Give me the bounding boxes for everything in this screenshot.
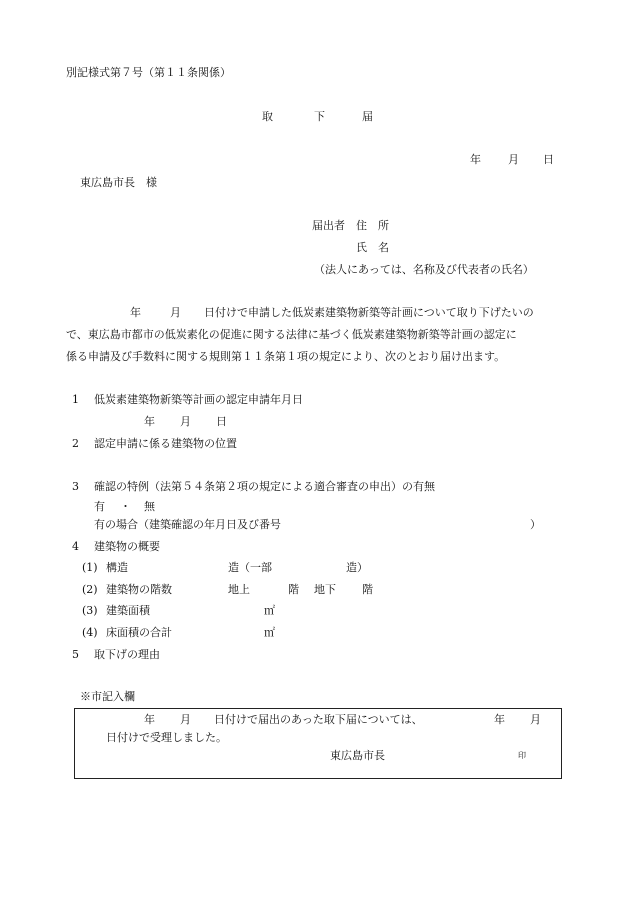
sub-3-unit: ㎡ [264,604,275,617]
item-3-label: 確認の特例（法第５４条第２項の規定による適合審査の申出）の有無 [94,480,435,493]
office-line-2: 日付けで受理しました。 [106,731,227,744]
item-1-number: 1 [72,393,79,406]
title-char-3: 届 [362,110,373,123]
sub-2-below: 地下 [314,583,336,596]
sub-3-number: (3) [82,604,98,617]
item-3-no: 無 [144,500,155,513]
address-label: 住 所 [356,219,389,232]
item-1-label: 低炭素建築物新築等計画の認定申請年月日 [94,393,303,406]
office-year-2: 年 [494,713,505,726]
seal-icon: 印 [518,751,526,760]
sub-1-structure: 造（一部 [228,561,272,574]
item-1-year: 年 [144,415,155,428]
item-5-number: 5 [72,648,79,661]
sub-2-floor: 階 [288,583,299,596]
office-mayor: 東広島市長 [330,749,385,762]
sub-4-number: (4) [82,626,98,639]
item-3-close: ） [530,518,541,531]
item-3-case: 有の場合（建築確認の年月日及び番号 [94,518,281,531]
item-3-number: 3 [72,480,79,493]
office-text: 日付けで届出のあった取下届については、 [214,713,423,726]
addressee: 東広島市長 様 [80,176,157,189]
sub-3-label: 建築面積 [106,604,150,617]
sub-1-label: 構造 [106,561,128,574]
date-year: 年 [470,153,481,166]
body-year: 年 [130,306,141,319]
date-month: 月 [508,153,519,166]
item-4-number: 4 [72,540,79,553]
sub-2-above: 地上 [228,583,250,596]
body-line-3: 係る申請及び手数料に関する規則第１１条第１項の規定により、次のとおり届け出ます。 [66,350,506,363]
sub-1-number: (1) [82,561,98,574]
item-3-yes: 有 [94,500,105,513]
title-char-2: 下 [314,110,325,123]
item-2-number: 2 [72,437,79,450]
item-1-month: 月 [180,415,191,428]
sub-1-structure-end: 造） [346,561,368,574]
office-month: 月 [180,713,191,726]
form-number: 別記様式第７号（第１１条関係） [66,66,231,79]
name-label: 氏 名 [356,241,389,254]
title-char-1: 取 [262,110,273,123]
item-1-day: 日 [216,415,227,428]
body-line-2: で、東広島市都市の低炭素化の促進に関する法律に基づく低炭素建築物新築等計画の認定に [66,328,517,341]
sub-4-unit: ㎡ [264,626,275,639]
office-year: 年 [144,713,155,726]
item-3-separator: ・ [120,500,131,513]
item-2-label: 認定申請に係る建築物の位置 [94,437,237,450]
sub-2-number: (2) [82,583,98,596]
sub-2-label: 建築物の階数 [106,583,172,596]
item-4-label: 建築物の概要 [94,540,160,553]
item-5-label: 取下げの理由 [94,648,160,661]
body-line-1: 日付けで申請した低炭素建築物新築等計画について取り下げたいの [204,306,534,319]
sub-4-label: 床面積の合計 [106,626,172,639]
office-month-2: 月 [530,713,541,726]
office-heading: ※市記入欄 [80,690,135,703]
applicant-note: （法人にあっては、名称及び代表者の氏名） [314,263,534,276]
body-month: 月 [170,306,181,319]
sub-2-floor-below: 階 [362,583,373,596]
applicant-label: 届出者 [312,219,345,232]
date-day: 日 [543,153,554,166]
